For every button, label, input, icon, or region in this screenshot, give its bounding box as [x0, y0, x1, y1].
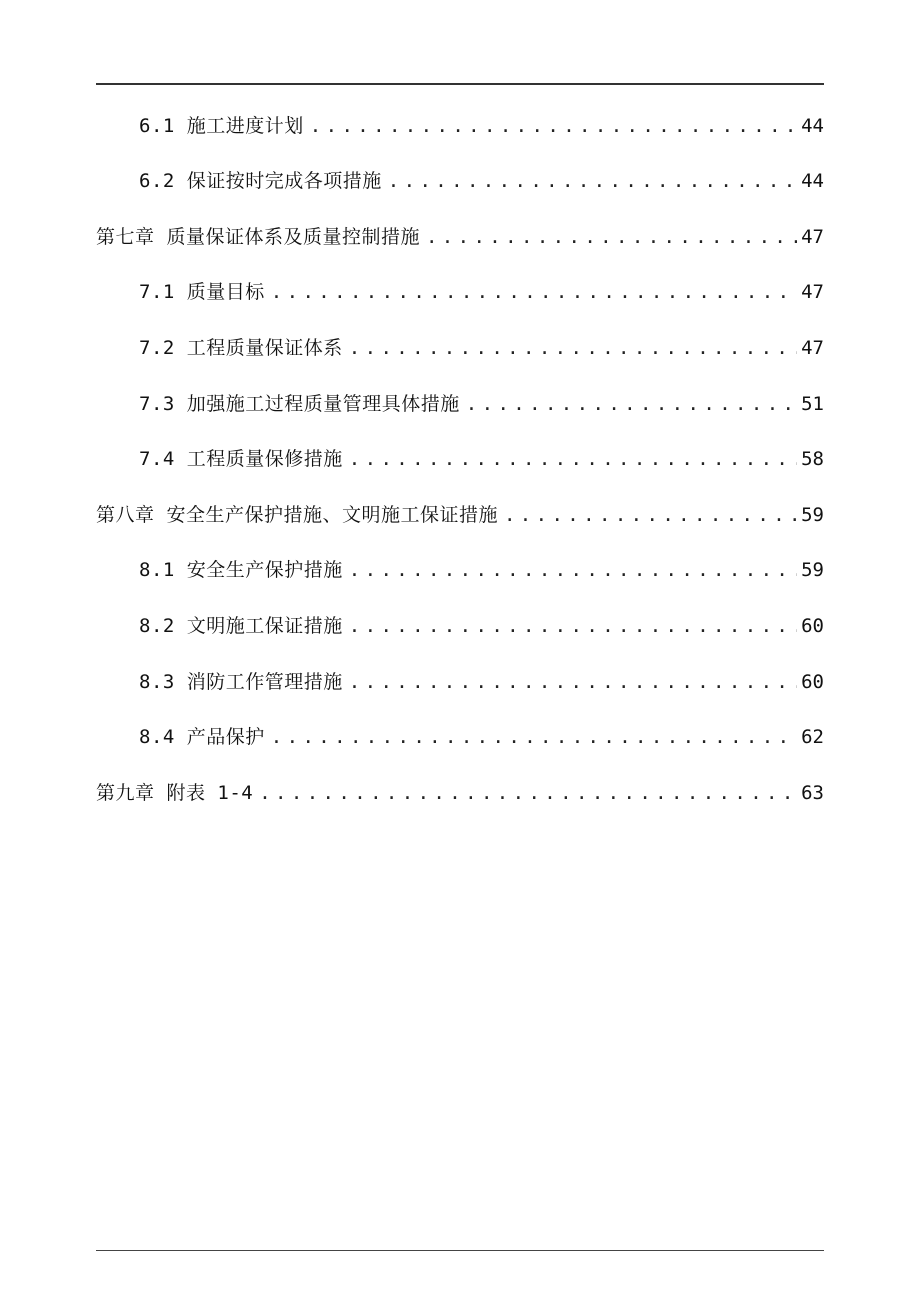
toc-entry-title: 8.3 消防工作管理措施 [139, 670, 343, 693]
toc-entry[interactable] [96, 703, 824, 759]
toc-entry-title: 6.2 保证按时完成各项措施 [139, 170, 382, 193]
header-rule [96, 83, 824, 85]
toc-entry-title: 7.1 质量目标 [139, 281, 265, 304]
toc-entry[interactable] [96, 647, 824, 703]
toc-entry[interactable] [96, 425, 824, 481]
toc-dot-leader [349, 671, 797, 693]
table-of-contents [96, 91, 824, 814]
toc-page-number: 44 [801, 170, 824, 193]
toc-dot-leader [426, 226, 797, 248]
toc-entry[interactable] [96, 369, 824, 425]
toc-page-number: 63 [801, 781, 824, 804]
toc-page-number: 47 [801, 336, 824, 359]
toc-entry-title: 7.3 加强施工过程质量管理具体措施 [139, 392, 460, 415]
toc-dot-leader [466, 393, 797, 415]
toc-page-number: 47 [801, 281, 824, 304]
toc-page-number: 47 [801, 225, 824, 248]
toc-chapter-entry[interactable] [96, 758, 824, 814]
toc-dot-leader [349, 559, 797, 581]
toc-entry-title: 6.1 施工进度计划 [139, 114, 304, 137]
toc-page-number: 44 [801, 114, 824, 137]
toc-entry-title: 8.2 文明施工保证措施 [139, 614, 343, 637]
toc-dot-leader [504, 504, 797, 526]
toc-entry-title: 7.2 工程质量保证体系 [139, 336, 343, 359]
toc-chapter-entry[interactable] [96, 202, 824, 258]
toc-dot-leader [349, 337, 797, 359]
toc-entry-title: 第九章 附表 1-4 [96, 781, 254, 804]
toc-page-number: 58 [801, 448, 824, 471]
toc-entry-title: 第八章 安全生产保护措施、文明施工保证措施 [96, 503, 498, 526]
toc-entry[interactable] [96, 313, 824, 369]
toc-dot-leader [259, 782, 797, 804]
toc-entry-title: 第七章 质量保证体系及质量控制措施 [96, 225, 420, 248]
toc-chapter-entry[interactable] [96, 480, 824, 536]
footer-rule [96, 1250, 824, 1251]
toc-entry[interactable] [96, 536, 824, 592]
toc-page-number: 51 [801, 392, 824, 415]
toc-entry-title: 8.4 产品保护 [139, 726, 265, 749]
toc-page-number: 62 [801, 726, 824, 749]
toc-dot-leader [271, 726, 797, 748]
toc-page-number: 60 [801, 614, 824, 637]
toc-dot-leader [349, 615, 797, 637]
toc-dot-leader [310, 115, 797, 137]
toc-entry[interactable] [96, 147, 824, 203]
toc-entry[interactable] [96, 591, 824, 647]
toc-entry[interactable] [96, 91, 824, 147]
toc-dot-leader [271, 281, 797, 303]
toc-page-number: 60 [801, 670, 824, 693]
toc-page-number: 59 [801, 559, 824, 582]
toc-dot-leader [388, 170, 797, 192]
toc-entry[interactable] [96, 258, 824, 314]
toc-page-number: 59 [801, 503, 824, 526]
toc-dot-leader [349, 448, 797, 470]
toc-entry-title: 7.4 工程质量保修措施 [139, 448, 343, 471]
toc-entry-title: 8.1 安全生产保护措施 [139, 559, 343, 582]
